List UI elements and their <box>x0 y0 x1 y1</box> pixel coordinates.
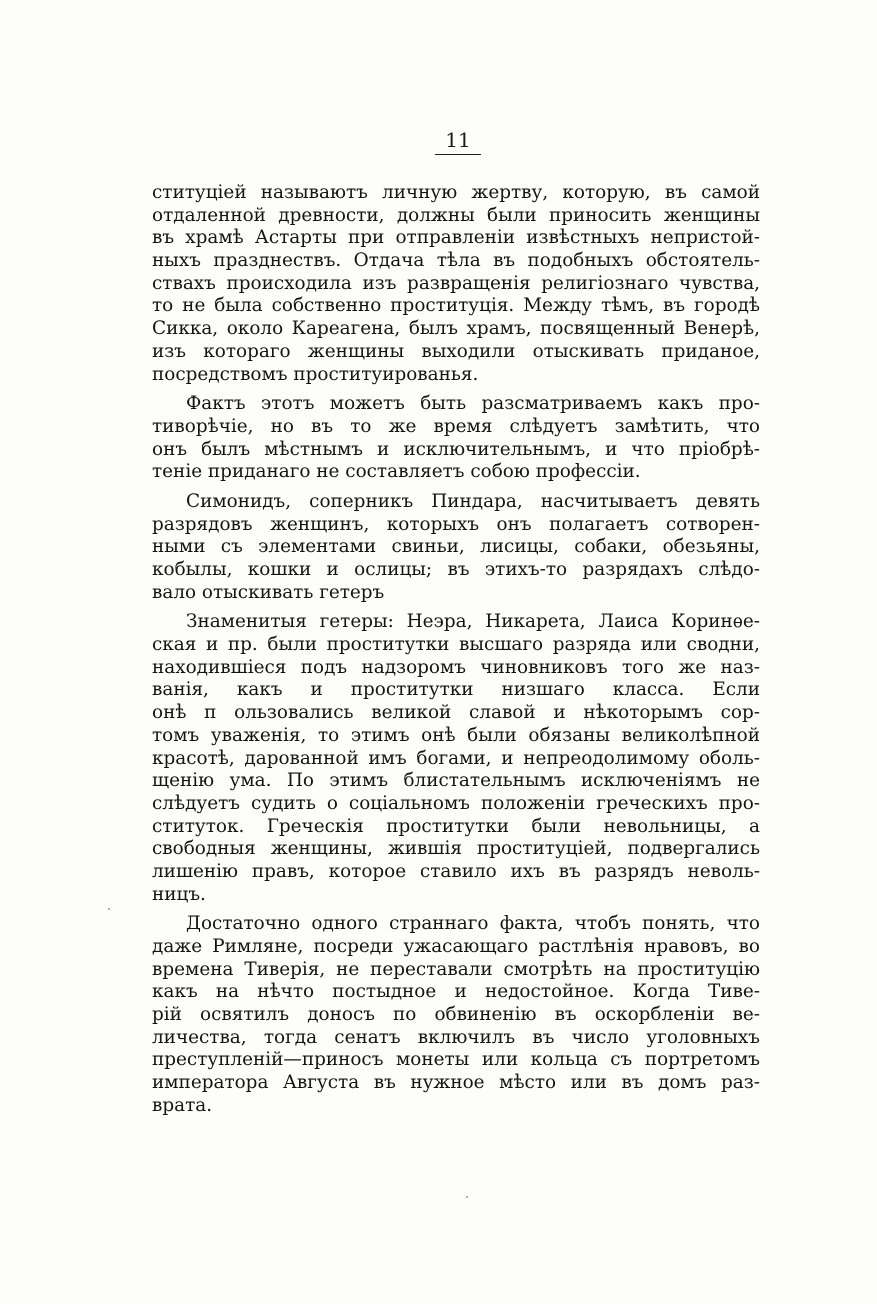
paragraph-3 <box>152 491 760 604</box>
text-line: щенiю ума. По этимъ блистательнымъ исключенiямъ не <box>152 770 760 792</box>
text-line: ская и пр. были проститутки высшаго разряда или сводни, <box>152 634 760 656</box>
page-body <box>152 182 760 1125</box>
text-line: личества, тогда сенатъ включилъ въ число уголовныхъ <box>152 1026 760 1048</box>
text-line: рiй освятилъ доносъ по обвиненiю въ оскорбленiи ве- <box>152 1004 760 1026</box>
text-line: ныхъ празднествъ. Отдача тѣла въ подобныхъ обстоятель- <box>152 250 760 272</box>
text-line: красотѣ, дарованной имъ богами, и непреодолимому оболь- <box>152 747 760 769</box>
text-line: Достаточно одного страннаго факта, чтобъ понять, что <box>186 913 760 935</box>
text-line: ституцiей называютъ личную жертву, которую, въ самой <box>152 182 760 203</box>
text-line: изъ котораго женщины выходили отыскивать приданое, <box>152 340 760 362</box>
text-line: ницъ. <box>152 883 206 905</box>
text-line: какъ на нѣчто постыдное и недостойное. Когда Тиве- <box>152 981 760 1003</box>
paper-speck <box>108 908 110 910</box>
text-line: ствахъ происходила изъ развращенiя религiознаго чувства, <box>152 272 760 294</box>
paragraph-5 <box>152 913 760 1117</box>
text-line: императора Августа въ нужное мѣсто или въ домъ раз- <box>152 1072 760 1094</box>
page-header <box>418 128 498 155</box>
text-line: онъ былъ мѣстнымъ и исключительнымъ, и что прiобрѣ- <box>152 438 760 460</box>
text-line: вало отыскивать гетеръ <box>152 581 385 603</box>
text-line: томъ уваженiя, то этимъ онѣ были обязаны великолѣпной <box>152 724 760 746</box>
text-line: въ храмѣ Астарты при отправленiи извѣстныхъ непристой- <box>152 227 760 249</box>
paper-speck <box>466 1196 468 1198</box>
text-line: лишенiю правъ, которое ставило ихъ въ разрядъ неволь- <box>152 860 760 882</box>
text-line: врата. <box>152 1094 213 1116</box>
text-line: свободныя женщины, жившiя проституцiей, подвергались <box>152 838 760 860</box>
text-line: времена Тиверiя, не переставали смотрѣть на проституцiю <box>152 958 760 980</box>
text-line: Знаменитыя гетеры: Неэра, Никарета, Лаиса Коринѳе- <box>186 611 760 633</box>
text-line: находившiеся подъ надзоромъ чиновниковъ того же наз- <box>152 656 760 678</box>
text-line: ными съ элементами свиньи, лисицы, собаки, обезьяны, <box>152 536 760 558</box>
page-number: 11 <box>435 128 480 155</box>
text-line: Фактъ этотъ можетъ быть разсматриваемъ какъ про- <box>186 393 760 415</box>
text-line: отдаленной древности, должны были приносить женщины <box>152 204 760 226</box>
text-line: посредствомъ проституированья. <box>152 363 479 385</box>
text-line: то не была собственно проституцiя. Между тѣмъ, въ городѣ <box>152 295 760 317</box>
text-line: слѣдуетъ судить о соцiальномъ положенiи греческихъ про- <box>152 792 760 814</box>
paragraph-1 <box>152 182 760 386</box>
text-line: кобылы, кошки и ослицы; въ этихъ-то разрядахъ слѣдо- <box>152 559 760 580</box>
paragraph-2 <box>152 393 760 484</box>
text-line: даже Римляне, посреди ужасающаго растлѣнiя нравовъ, во <box>152 936 760 957</box>
text-line: тиворѣчiе, но въ то же время слѣдуетъ замѣтить, что <box>152 415 760 437</box>
text-line: ституток. Греческiя проститутки были невольницы, а <box>152 815 760 837</box>
text-line: ванiя, какъ и проститутки низшаго класса. Если <box>152 679 760 701</box>
text-line: Сикка, около Кареагена, былъ храмъ, посвященный Венерѣ, <box>152 318 760 340</box>
text-line: преступленiй—приносъ монеты или кольца съ портретомъ <box>152 1049 760 1071</box>
text-line: Симонидъ, соперникъ Пиндара, насчитываетъ девять <box>186 490 760 512</box>
text-line: разрядовъ женщинъ, которыхъ онъ полагаетъ сотворен- <box>152 513 760 535</box>
paragraph-4 <box>152 611 760 906</box>
text-line: тенiе приданаго не составляетъ собою профессiи. <box>152 461 641 483</box>
text-line: онѣ п ользовались великой славой и нѣкоторымъ сор- <box>152 702 760 724</box>
